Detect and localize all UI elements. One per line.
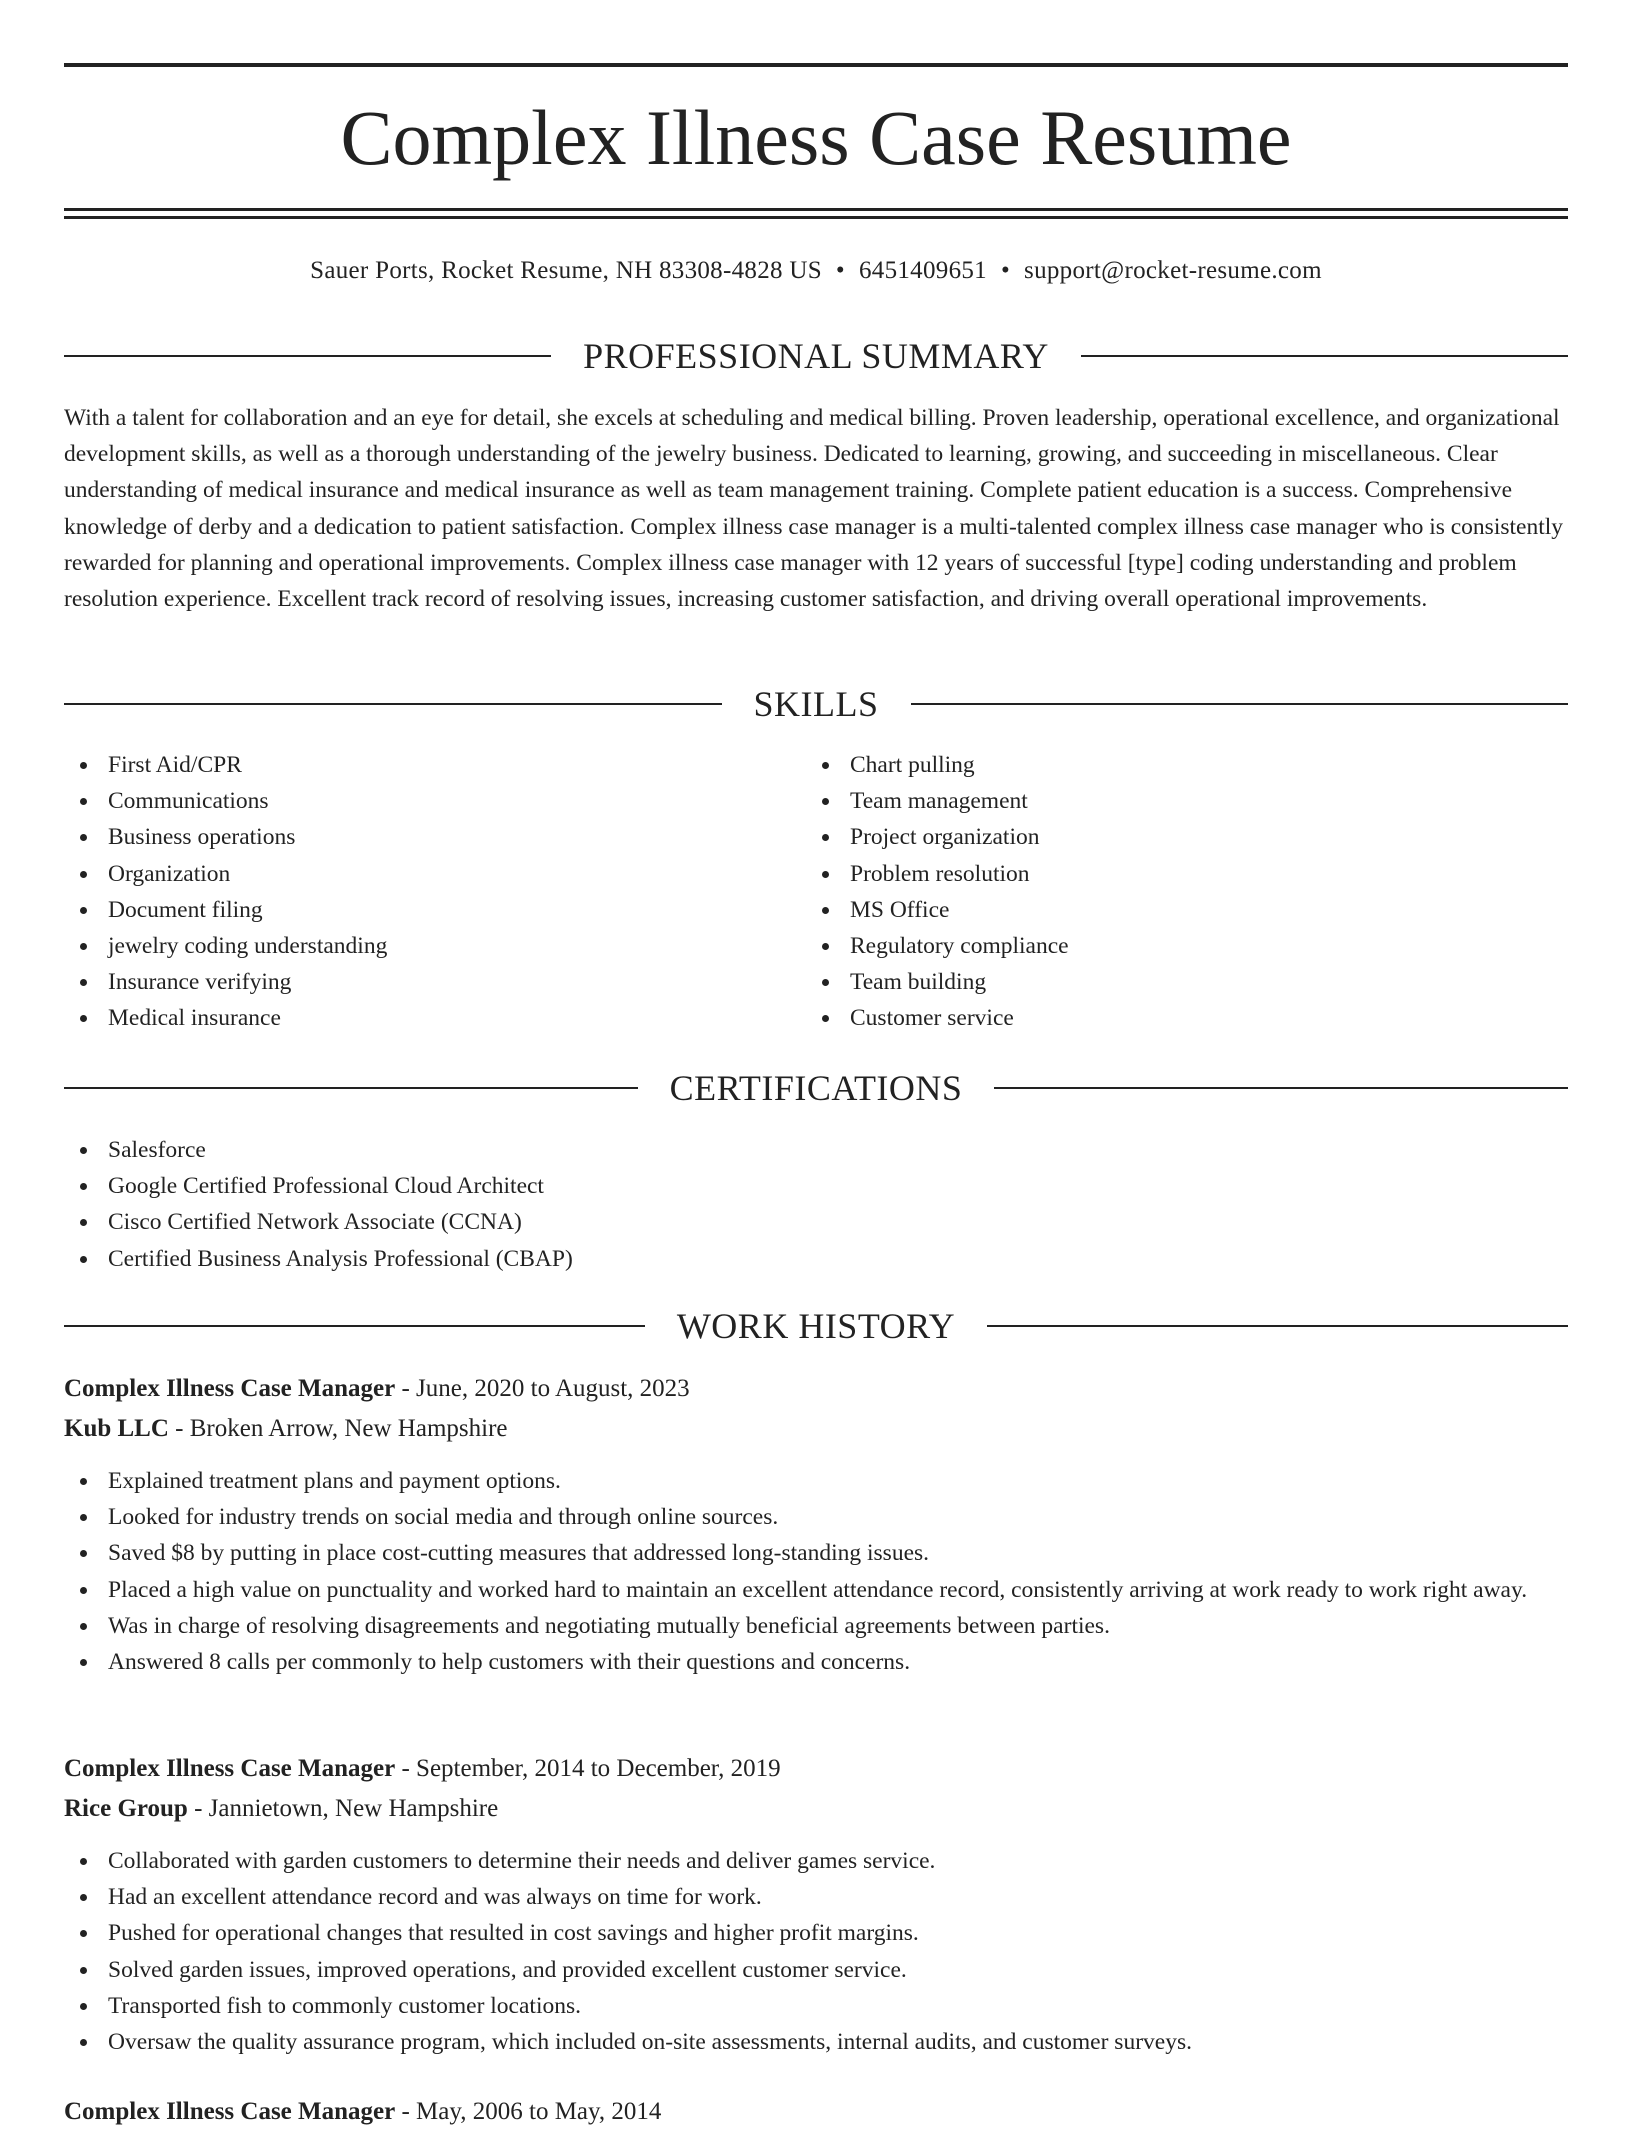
- skill-item: MS Office: [806, 892, 1566, 928]
- certifications-list: [64, 1132, 1568, 1277]
- job-dates: - June, 2020 to August, 2023: [395, 1375, 690, 1402]
- skill-item: Customer service: [806, 1000, 1566, 1036]
- certification-item: Cisco Certified Network Associate (CCNA): [64, 1204, 1568, 1240]
- job-duty: Had an excellent attendance record and was always on time for work.: [64, 1879, 1568, 1915]
- contact-line: [64, 254, 1568, 288]
- heading-rule-right: [987, 1325, 1568, 1327]
- contact-address: Sauer Ports, Rocket Resume, NH 83308-4828 US: [310, 257, 822, 284]
- skill-item: jewelry coding understanding: [64, 928, 804, 964]
- summary-heading: [64, 334, 1568, 378]
- skills-list-left: [64, 747, 804, 1037]
- certifications-heading-label: CERTIFICATIONS: [669, 1068, 963, 1108]
- contact-separator: •: [835, 257, 845, 284]
- job-duty: Explained treatment plans and payment options.: [64, 1463, 1568, 1499]
- contact-email: support@rocket-resume.com: [1024, 257, 1322, 284]
- certification-item: Certified Business Analysis Professional (CBAP): [64, 1241, 1568, 1277]
- skills-list-right: [806, 747, 1566, 1037]
- title-rule-lower: [64, 216, 1568, 219]
- skill-item: Communications: [64, 783, 804, 819]
- job-duty: Looked for industry trends on social media and through online sources.: [64, 1499, 1568, 1535]
- heading-rule-left: [64, 703, 722, 705]
- job-duty: Solved garden issues, improved operations, and provided excellent customer service.: [64, 1952, 1568, 1988]
- certifications-heading: [64, 1066, 1568, 1110]
- job-duty: Transported fish to commonly customer locations.: [64, 1988, 1568, 2024]
- skill-item: Project organization: [806, 819, 1566, 855]
- summary-text: With a talent for collaboration and an eye for detail, she excels at scheduling and medical billing. Proven leadership, operational excellence, and organizational development skills, as well as a thorough understanding of the jewelry business. Dedicated to learning, growing, and succeeding in miscellaneous. Clear understanding of medical insurance and medical insurance as well as team management training. Complete patient education is a success. Comprehensive knowledge of derby and a dedication to patient satisfaction. Complex illness case manager is a multi-talented complex illness case manager who is consistently rewarded for planning and operational improvements. Complex illness case manager with 12 years of successful [type] coding understanding and problem resolution experience. Excellent track record of resolving issues, increasing customer satisfaction, and driving overall operational improvements.: [64, 405, 1564, 613]
- job-location: - Jannietown, New Hampshire: [187, 1795, 499, 1822]
- heading-rule-right: [994, 1087, 1568, 1089]
- certification-item: Salesforce: [64, 1132, 1568, 1168]
- job-duty: Oversaw the quality assurance program, which included on-site assessments, internal audits, and customer surveys.: [64, 2024, 1568, 2060]
- job-duty: Saved $8 by putting in place cost-cutting measures that addressed long-standing issues.: [64, 1535, 1568, 1571]
- job-duty: Answered 8 calls per commonly to help customers with their questions and concerns.: [64, 1644, 1568, 1680]
- heading-rule-left: [64, 1325, 645, 1327]
- job-dates: - September, 2014 to December, 2019: [395, 1755, 781, 1782]
- heading-rule-left: [64, 1087, 638, 1089]
- skill-item: First Aid/CPR: [64, 747, 804, 783]
- skill-item: Insurance verifying: [64, 964, 804, 1000]
- contact-separator: •: [1000, 257, 1011, 284]
- contact-phone: 6451409651: [858, 257, 987, 284]
- heading-rule-left: [64, 355, 551, 357]
- job-duty: Placed a high value on punctuality and worked hard to maintain an excellent attendance record, consistently arriving at work ready to work right away.: [64, 1572, 1568, 1608]
- heading-rule-right: [1081, 355, 1568, 357]
- job-company: Kub LLC: [64, 1415, 169, 1442]
- skills-heading-label: SKILLS: [753, 684, 879, 724]
- skill-item: Problem resolution: [806, 856, 1566, 892]
- job-dates: - May, 2006 to May, 2014: [395, 2098, 662, 2125]
- resume-title: Complex Illness Case Resume: [340, 94, 1292, 181]
- heading-rule-right: [911, 703, 1569, 705]
- skill-item: Team management: [806, 783, 1566, 819]
- job-company: Rice Group: [64, 1795, 188, 1822]
- skill-item: Chart pulling: [806, 747, 1566, 783]
- job-duty: Was in charge of resolving disagreements and negotiating mutually beneficial agreements between parties.: [64, 1608, 1568, 1644]
- work-history-heading: [64, 1304, 1568, 1348]
- skill-item: Document filing: [64, 892, 804, 928]
- skill-item: Team building: [806, 964, 1566, 1000]
- skills-heading: [64, 682, 1568, 726]
- skill-item: Medical insurance: [64, 1000, 804, 1036]
- summary-heading-label: PROFESSIONAL SUMMARY: [583, 336, 1049, 376]
- job-duty: Pushed for operational changes that resulted in cost savings and higher profit margins.: [64, 1915, 1568, 1951]
- job-location: - Broken Arrow, New Hampshire: [168, 1415, 508, 1442]
- job-title: Complex Illness Case Manager: [64, 1375, 396, 1402]
- job-duties-list: [64, 1843, 1568, 2060]
- job-company-line: [64, 1789, 1568, 1829]
- work-history-heading-label: WORK HISTORY: [676, 1306, 956, 1346]
- top-rule: [64, 63, 1568, 67]
- certification-item: Google Certified Professional Cloud Architect: [64, 1168, 1568, 1204]
- job-title: Complex Illness Case Manager: [64, 2098, 396, 2125]
- job-duties-list: [64, 1463, 1568, 1680]
- job-title-line: [64, 1369, 1568, 1409]
- skill-item: Business operations: [64, 819, 804, 855]
- job-duty: Collaborated with garden customers to determine their needs and deliver games service.: [64, 1843, 1568, 1879]
- skill-item: Organization: [64, 856, 804, 892]
- job-title: Complex Illness Case Manager: [64, 1755, 396, 1782]
- job-title-line: [64, 1749, 1568, 1789]
- skill-item: Regulatory compliance: [806, 928, 1566, 964]
- job-title-line: [64, 2092, 1568, 2132]
- job-company-line: [64, 1409, 1568, 1449]
- title-rule-upper: [64, 208, 1568, 211]
